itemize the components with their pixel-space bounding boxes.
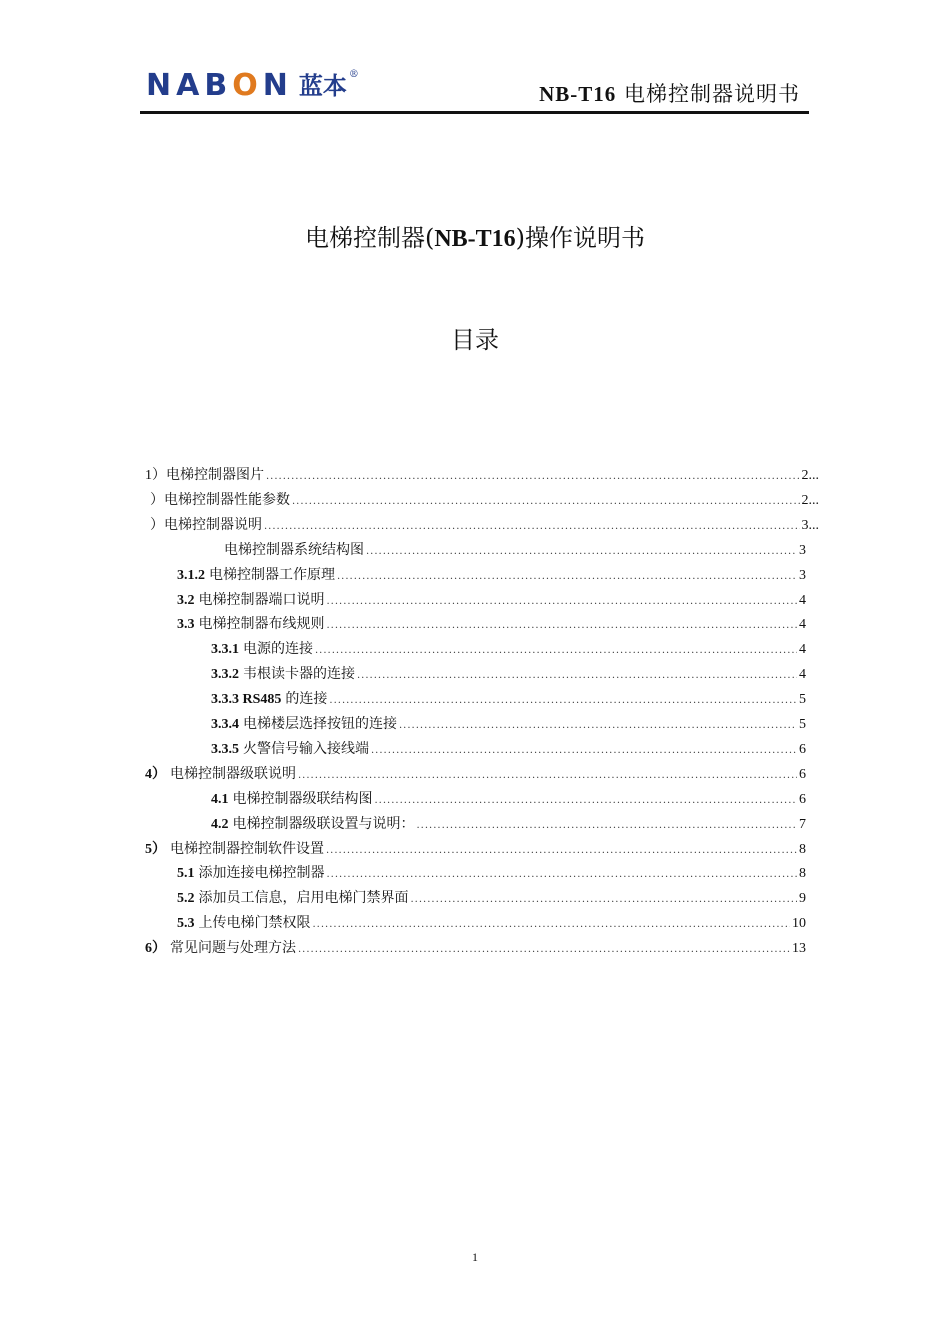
toc-entry-number: 3.1.2 <box>177 567 205 583</box>
toc-entry[interactable] <box>150 515 819 535</box>
toc-entry-number: 3.3.4 <box>211 717 239 732</box>
toc-entry[interactable] <box>211 789 806 809</box>
toc-entry[interactable] <box>177 565 806 585</box>
toc-entry-page: 6 <box>799 766 806 782</box>
toc-entry-page: 5 <box>799 717 806 732</box>
toc-entry-page: 10 <box>792 916 806 932</box>
toc-leader-dots <box>326 841 797 861</box>
toc-leader-dots <box>411 890 798 910</box>
toc-entry-page: 4 <box>799 667 806 683</box>
toc-entry-page: 4 <box>799 642 806 658</box>
toc-entry-number: 4.2 <box>211 816 229 832</box>
toc-entry-number: 3.3.5 <box>211 741 239 757</box>
toc-entry-label: 韦根读卡器的连接 <box>243 666 355 683</box>
toc-entry-number: 3.3.1 <box>211 642 239 658</box>
toc-entry-page: 4 <box>799 592 806 608</box>
toc-entry-label: 的连接 <box>285 691 328 708</box>
toc-entry-page: 4 <box>799 617 806 633</box>
toc-entry-label: 电梯控制器端口说明 <box>198 591 325 608</box>
toc-entry-number: 3.3.3 RS485 <box>211 692 282 708</box>
toc-entry-label: 电梯控制器图片 <box>166 467 264 483</box>
toc-entry-label: 电梯控制器级联结构图 <box>232 790 373 807</box>
toc-leader-dots <box>313 915 791 935</box>
toc-entry-label: 电梯控制器布线规则 <box>198 616 325 633</box>
toc-entry-page: 8 <box>799 841 806 857</box>
document-title: 电梯控制器(NB-T16)操作说明书 <box>304 224 646 252</box>
toc-entry-number: 3.2 <box>177 592 195 608</box>
toc-entry-page: 6 <box>799 741 806 757</box>
toc-entry-label: 添加连接电梯控制器 <box>198 865 325 882</box>
toc-entry-number: 4.1 <box>211 791 229 807</box>
header-title <box>539 78 800 108</box>
toc-leader-dots <box>315 641 797 661</box>
toc-entry-number: 5.1 <box>177 866 195 882</box>
toc-entry[interactable] <box>145 839 806 859</box>
toc-entry-page: 6 <box>799 791 806 807</box>
toc-entry-label: 电梯控制器性能参数 <box>164 491 290 508</box>
toc-entry-page: 9 <box>799 891 806 907</box>
toc-entry-number: 1） <box>145 468 166 483</box>
toc-leader-dots <box>327 592 798 612</box>
toc-entry-label: 火警信号输入接线端 <box>243 740 369 757</box>
toc-entry[interactable] <box>211 739 806 759</box>
toc-entry-page: 13 <box>792 941 806 957</box>
toc-entry-number: ） <box>150 492 164 508</box>
toc-leader-dots <box>375 791 798 811</box>
toc-entry[interactable] <box>145 465 819 485</box>
toc-entry[interactable] <box>177 888 806 908</box>
toc-entry[interactable] <box>211 689 806 709</box>
toc-entry-number: 6） <box>145 941 166 957</box>
registered-mark: ® <box>348 69 359 80</box>
toc-entry[interactable] <box>150 490 819 510</box>
toc-entry-page: 2... <box>801 468 819 483</box>
toc-entry[interactable] <box>145 764 806 784</box>
toc-leader-dots <box>298 940 790 960</box>
toc-entry[interactable] <box>145 938 806 958</box>
logo-latin: NABON <box>146 68 293 103</box>
toc-entry-number: 3.3 <box>177 617 195 633</box>
toc-entry-number: 5） <box>145 841 166 857</box>
toc-entry-number: 5.3 <box>177 916 195 932</box>
toc-entry-label: 电梯控制器系统结构图 <box>224 541 364 558</box>
toc-entry-label: 上传电梯门禁权限 <box>198 915 311 932</box>
toc-entry-page: 7 <box>799 816 806 832</box>
toc-entry-page: 3... <box>801 517 819 533</box>
toc-entry-label: 电梯控制器级联说明 <box>170 765 296 782</box>
toc-entry-label: 电梯控制器控制软件设置 <box>170 840 324 857</box>
toc-leader-dots <box>327 865 798 885</box>
toc-entry-page: 3 <box>799 542 806 558</box>
toc-entry[interactable] <box>211 639 806 659</box>
toc-entry-page: 2... <box>801 492 819 508</box>
toc-entry[interactable] <box>211 664 806 684</box>
logo-cjk: 蓝本 <box>298 72 347 100</box>
toc-leader-dots <box>417 816 798 836</box>
toc-entry[interactable] <box>177 913 806 933</box>
toc-entry-label: 常见问题与处理方法 <box>170 940 296 957</box>
toc-entry-number: 5.2 <box>177 891 195 907</box>
toc-leader-dots <box>264 517 800 537</box>
header-rule <box>140 111 809 114</box>
toc-leader-dots <box>399 716 797 736</box>
toc-entry[interactable] <box>211 714 806 734</box>
toc-leader-dots <box>266 467 800 487</box>
header-doc-code: NB-T16 <box>539 82 617 106</box>
toc-entry-number: ） <box>150 517 164 533</box>
toc-entry-page: 8 <box>799 866 806 882</box>
toc-leader-dots <box>329 691 797 711</box>
toc-entry-label: 电梯楼层选择按钮的连接 <box>243 716 397 732</box>
toc-leader-dots <box>292 492 800 512</box>
toc-entry[interactable] <box>224 540 806 560</box>
toc-leader-dots <box>366 542 797 562</box>
toc-entry[interactable] <box>177 614 806 634</box>
toc-leader-dots <box>357 666 797 686</box>
page-number: 1 <box>472 1250 478 1264</box>
toc-entry-page: 3 <box>799 567 806 583</box>
toc-entry-number: 3.3.2 <box>211 667 239 683</box>
toc-leader-dots <box>327 616 798 636</box>
brand-logo <box>146 68 359 104</box>
toc-heading: 目录 <box>451 326 499 354</box>
toc-leader-dots <box>371 741 797 761</box>
header-doc-subtitle: 电梯控制器说明书 <box>624 82 800 106</box>
toc-leader-dots <box>298 766 797 786</box>
toc-entry-label: 电梯控制器说明 <box>164 516 262 533</box>
toc-entry-label: 电源的连接 <box>243 641 313 658</box>
toc-entry-page: 5 <box>799 692 806 708</box>
toc-entry-label: 添加员工信息，启用电梯门禁界面 <box>198 890 409 907</box>
toc-leader-dots <box>337 567 797 587</box>
toc-entry[interactable] <box>177 590 806 610</box>
toc-entry-label: 电梯控制器级联设置与说明： <box>232 815 415 832</box>
toc-entry-label: 电梯控制器工作原理 <box>209 566 335 583</box>
toc-entry[interactable] <box>177 863 806 883</box>
toc-entry-number: 4） <box>145 766 166 782</box>
toc-entry[interactable] <box>211 814 806 834</box>
